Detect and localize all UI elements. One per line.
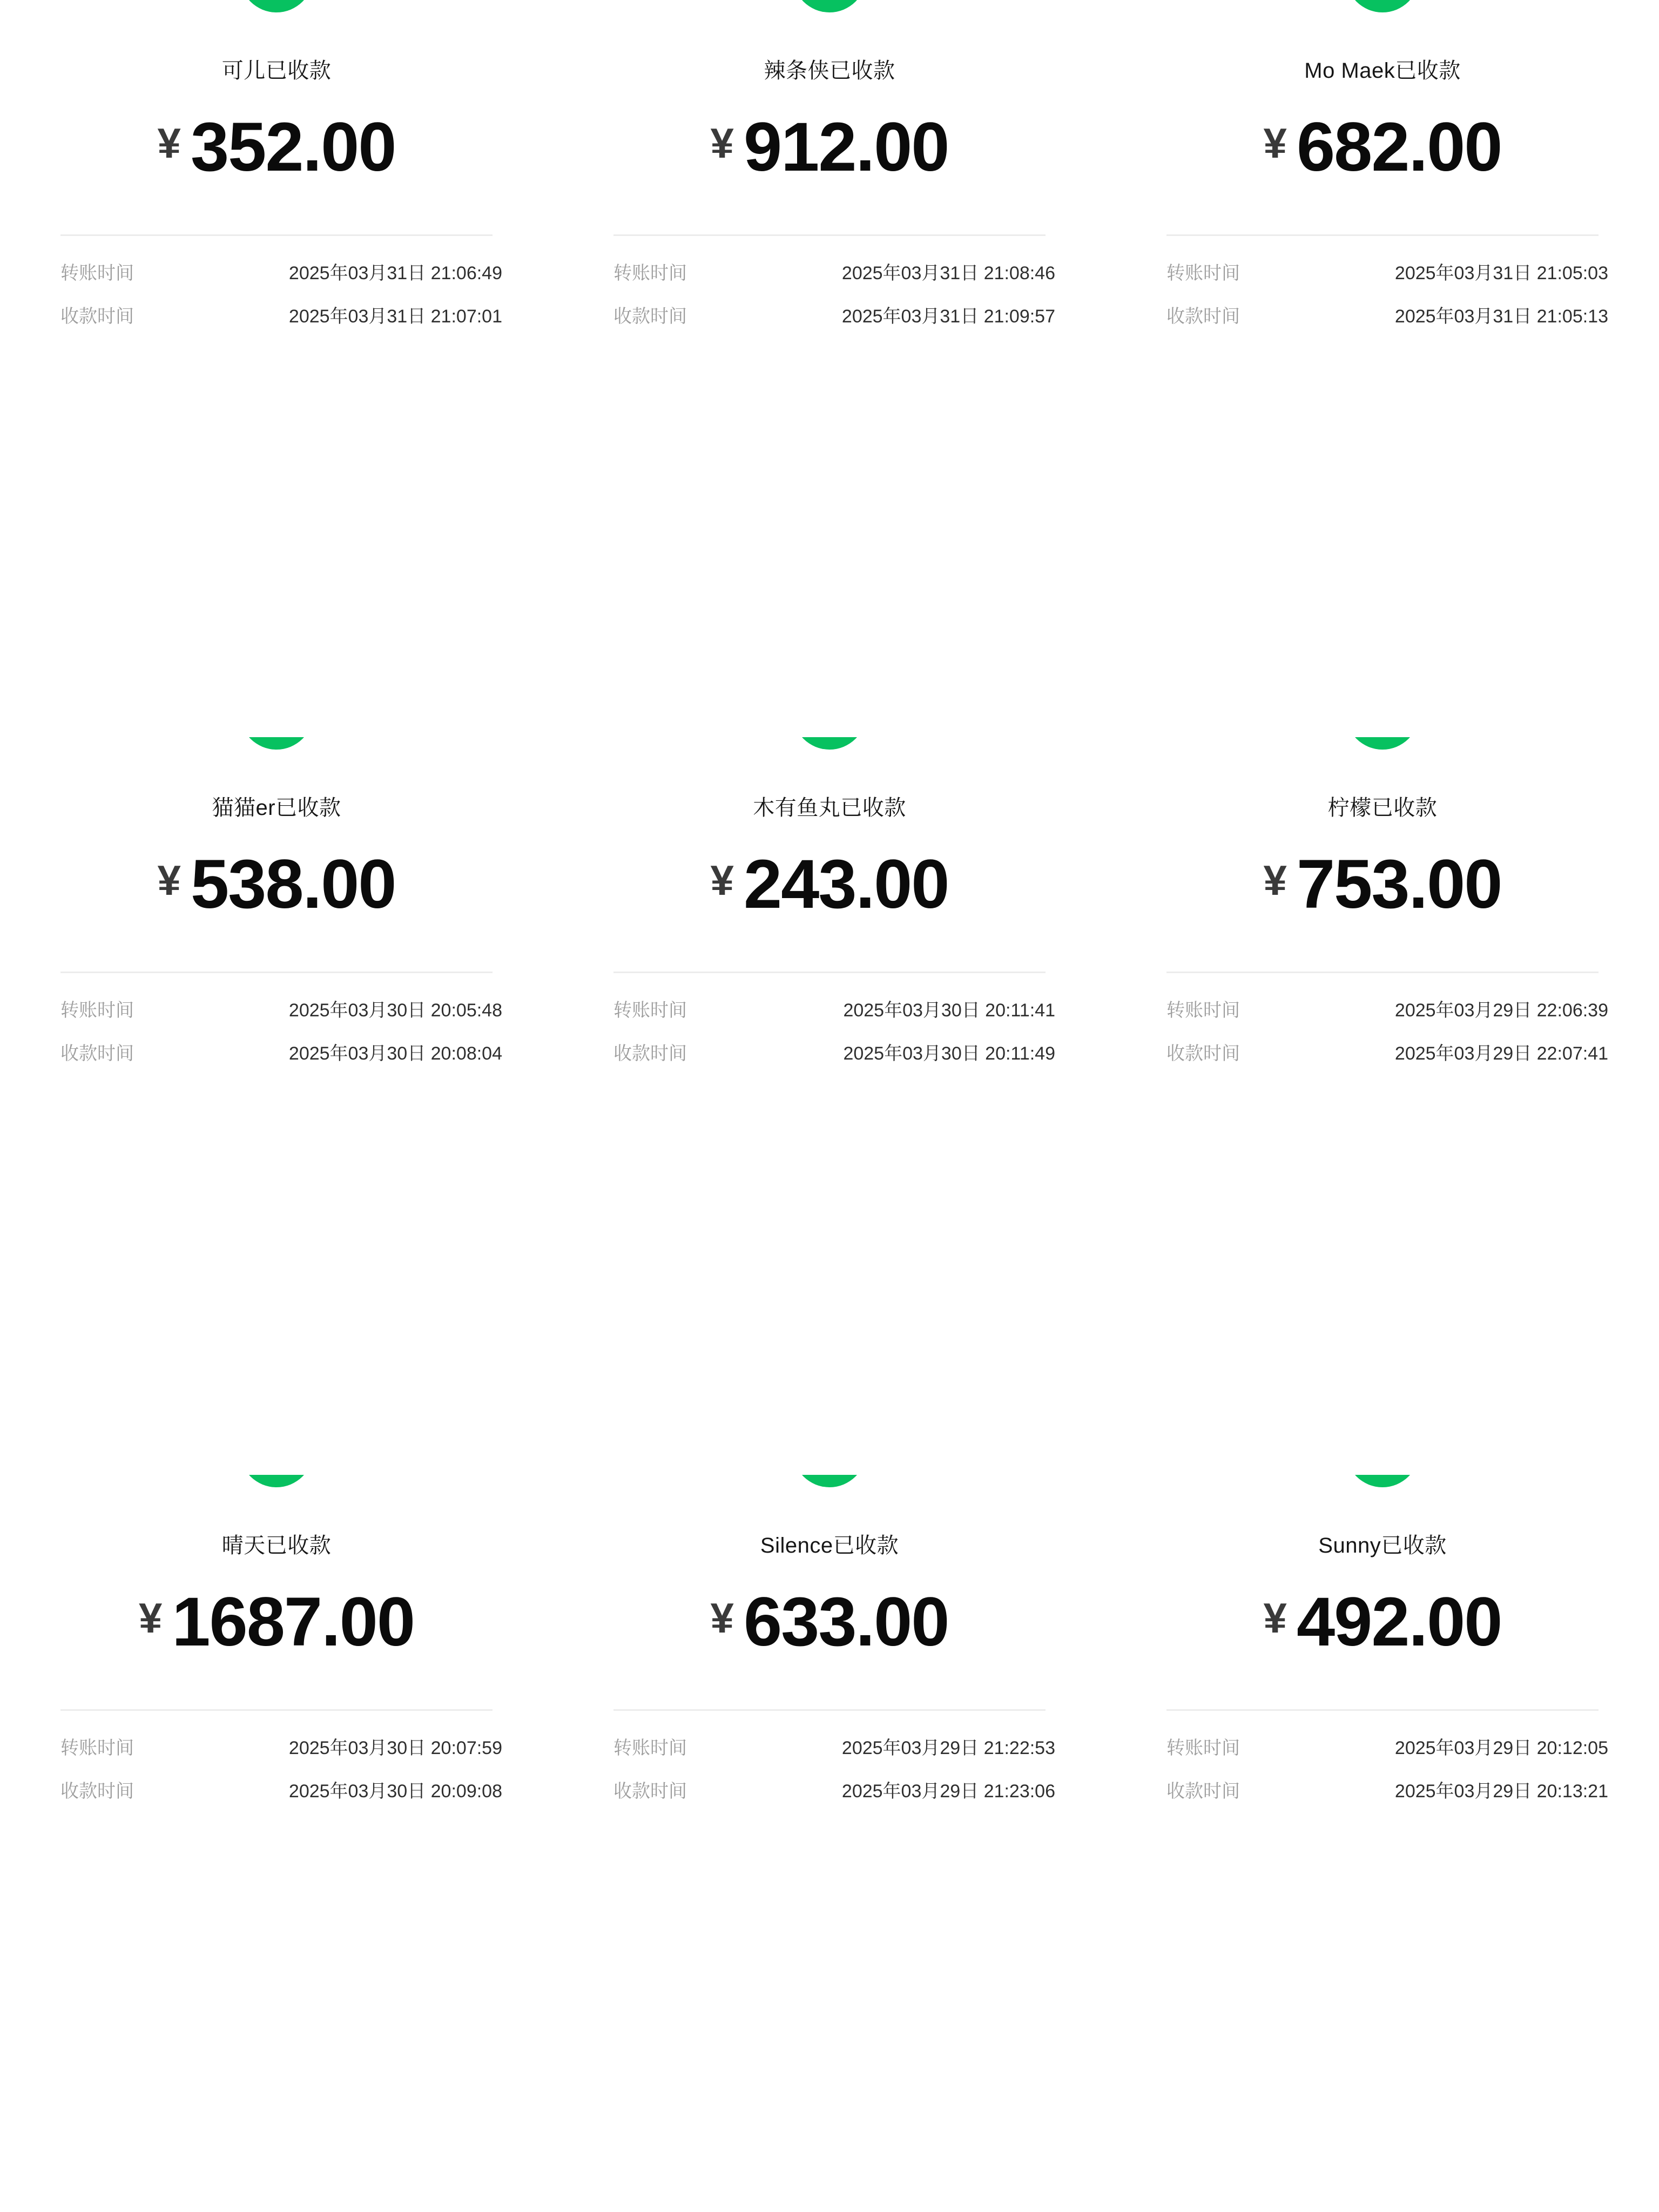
receive-time-label: 收款时间 bbox=[613, 1043, 687, 1064]
success-circle-icon bbox=[1346, 0, 1419, 12]
divider bbox=[1166, 1709, 1599, 1711]
transfer-time-value: 2025年03月31日 21:06:49 bbox=[288, 263, 502, 284]
amount-value: 1687.00 bbox=[172, 1583, 415, 1661]
receipt-card bbox=[1106, 0, 1659, 737]
transfer-time-label: 转账时间 bbox=[60, 1000, 134, 1021]
receive-time-label: 收款时间 bbox=[613, 306, 687, 327]
receipt-title: 可儿已收款 bbox=[221, 59, 332, 83]
receipt-card bbox=[0, 1475, 553, 2212]
amount-value: 352.00 bbox=[190, 109, 396, 186]
yuan-symbol: ¥ bbox=[138, 1594, 163, 1642]
transfer-time-label: 转账时间 bbox=[1166, 263, 1240, 284]
receive-time-row bbox=[1166, 306, 1608, 327]
amount-value: 912.00 bbox=[743, 109, 949, 186]
receipt-amount bbox=[553, 846, 1106, 923]
receipt-title: Mo Maek已收款 bbox=[1304, 59, 1461, 83]
divider bbox=[60, 1709, 493, 1711]
receipt-amount bbox=[553, 1583, 1106, 1661]
transfer-time-row bbox=[613, 1737, 1055, 1759]
receive-time-value: 2025年03月31日 21:09:57 bbox=[841, 306, 1055, 327]
amount-value: 753.00 bbox=[1296, 846, 1502, 923]
transfer-time-value: 2025年03月29日 20:12:05 bbox=[1394, 1737, 1608, 1758]
divider bbox=[613, 972, 1046, 973]
receive-time-row bbox=[613, 1781, 1055, 1802]
receipt-title: 柠檬已收款 bbox=[1327, 796, 1438, 820]
transfer-time-value: 2025年03月30日 20:07:59 bbox=[288, 1737, 502, 1758]
transfer-time-row bbox=[1166, 1000, 1608, 1021]
receive-time-row bbox=[1166, 1043, 1608, 1064]
transfer-time-row bbox=[1166, 1737, 1608, 1759]
yuan-symbol: ¥ bbox=[1263, 119, 1287, 167]
divider bbox=[613, 234, 1046, 236]
success-circle-icon bbox=[1346, 1475, 1419, 1487]
yuan-symbol: ¥ bbox=[1263, 1594, 1287, 1642]
receive-time-value: 2025年03月31日 21:07:01 bbox=[288, 306, 502, 327]
receive-time-label: 收款时间 bbox=[1166, 1781, 1240, 1802]
receive-time-value: 2025年03月31日 21:05:13 bbox=[1394, 306, 1608, 327]
receive-time-value: 2025年03月29日 20:13:21 bbox=[1394, 1781, 1608, 1802]
receive-time-value: 2025年03月30日 20:09:08 bbox=[288, 1781, 502, 1802]
transfer-time-value: 2025年03月29日 22:06:39 bbox=[1394, 1000, 1608, 1021]
receive-time-value: 2025年03月29日 22:07:41 bbox=[1394, 1043, 1608, 1064]
success-circle-icon bbox=[240, 0, 313, 12]
receive-time-label: 收款时间 bbox=[60, 1043, 134, 1064]
receipt-title: Silence已收款 bbox=[760, 1533, 899, 1557]
receipt-card bbox=[553, 1475, 1106, 2212]
transfer-time-row bbox=[60, 1000, 502, 1021]
receipt-amount bbox=[0, 109, 553, 186]
receive-time-row bbox=[60, 1043, 502, 1064]
receive-time-value: 2025年03月30日 20:11:49 bbox=[843, 1043, 1055, 1064]
yuan-symbol: ¥ bbox=[710, 119, 734, 167]
receive-time-row bbox=[1166, 1781, 1608, 1802]
divider bbox=[1166, 972, 1599, 973]
receipt-amount bbox=[1106, 109, 1659, 186]
receipt-card bbox=[553, 0, 1106, 737]
divider bbox=[60, 972, 493, 973]
transfer-time-label: 转账时间 bbox=[60, 263, 134, 284]
receive-time-value: 2025年03月30日 20:08:04 bbox=[288, 1043, 502, 1064]
receipt-amount bbox=[0, 1583, 553, 1661]
transfer-time-label: 转账时间 bbox=[613, 263, 687, 284]
yuan-symbol: ¥ bbox=[157, 857, 181, 905]
receive-time-row bbox=[60, 1781, 502, 1802]
receive-time-row bbox=[613, 1043, 1055, 1064]
success-circle-icon bbox=[793, 0, 866, 12]
receipt-amount bbox=[1106, 846, 1659, 923]
yuan-symbol: ¥ bbox=[1263, 857, 1287, 905]
receipt-title: 晴天已收款 bbox=[221, 1533, 332, 1557]
receipt-amount bbox=[1106, 1583, 1659, 1661]
success-circle-icon bbox=[1346, 737, 1419, 750]
receipt-title: 猫猫er已收款 bbox=[212, 796, 341, 820]
receipt-card bbox=[1106, 1475, 1659, 2212]
receipt-card bbox=[0, 737, 553, 1474]
receipt-title: Sunny已收款 bbox=[1318, 1533, 1447, 1557]
transfer-time-value: 2025年03月31日 21:08:46 bbox=[841, 263, 1055, 284]
transfer-time-row bbox=[60, 1737, 502, 1759]
transfer-time-row bbox=[613, 1000, 1055, 1021]
success-circle-icon bbox=[240, 737, 313, 750]
amount-value: 682.00 bbox=[1296, 109, 1502, 186]
transfer-time-label: 转账时间 bbox=[613, 1737, 687, 1758]
amount-value: 538.00 bbox=[190, 846, 396, 923]
receipt-card bbox=[1106, 737, 1659, 1474]
amount-value: 633.00 bbox=[743, 1583, 949, 1661]
receive-time-label: 收款时间 bbox=[60, 1781, 134, 1802]
receive-time-value: 2025年03月29日 21:23:06 bbox=[841, 1781, 1055, 1802]
success-circle-icon bbox=[240, 1475, 313, 1487]
transfer-time-row bbox=[60, 262, 502, 284]
transfer-time-label: 转账时间 bbox=[613, 1000, 687, 1021]
transfer-time-value: 2025年03月29日 21:22:53 bbox=[841, 1737, 1055, 1758]
divider bbox=[1166, 234, 1599, 236]
receive-time-label: 收款时间 bbox=[1166, 1043, 1240, 1064]
receipt-title: 木有鱼丸已收款 bbox=[753, 796, 906, 820]
receipt-title: 辣条侠已收款 bbox=[764, 59, 895, 83]
transfer-time-row bbox=[613, 262, 1055, 284]
transfer-time-label: 转账时间 bbox=[1166, 1000, 1240, 1021]
divider bbox=[60, 234, 493, 236]
success-circle-icon bbox=[793, 737, 866, 750]
transfer-time-value: 2025年03月31日 21:05:03 bbox=[1394, 263, 1608, 284]
receive-time-label: 收款时间 bbox=[1166, 306, 1240, 327]
transfer-time-row bbox=[1166, 262, 1608, 284]
transfer-time-label: 转账时间 bbox=[60, 1737, 134, 1758]
receipt-card bbox=[553, 737, 1106, 1474]
receive-time-label: 收款时间 bbox=[60, 306, 134, 327]
receipt-amount bbox=[0, 846, 553, 923]
receive-time-row bbox=[613, 306, 1055, 327]
yuan-symbol: ¥ bbox=[157, 119, 181, 167]
yuan-symbol: ¥ bbox=[710, 1594, 734, 1642]
transfer-time-label: 转账时间 bbox=[1166, 1737, 1240, 1758]
transfer-time-value: 2025年03月30日 20:05:48 bbox=[288, 1000, 502, 1021]
yuan-symbol: ¥ bbox=[710, 857, 734, 905]
success-circle-icon bbox=[793, 1475, 866, 1487]
receipt-amount bbox=[553, 109, 1106, 186]
amount-value: 492.00 bbox=[1296, 1583, 1502, 1661]
transfer-time-value: 2025年03月30日 20:11:41 bbox=[843, 1000, 1055, 1021]
receipt-card bbox=[0, 0, 553, 737]
amount-value: 243.00 bbox=[743, 846, 949, 923]
receive-time-label: 收款时间 bbox=[613, 1781, 687, 1802]
receive-time-row bbox=[60, 306, 502, 327]
divider bbox=[613, 1709, 1046, 1711]
